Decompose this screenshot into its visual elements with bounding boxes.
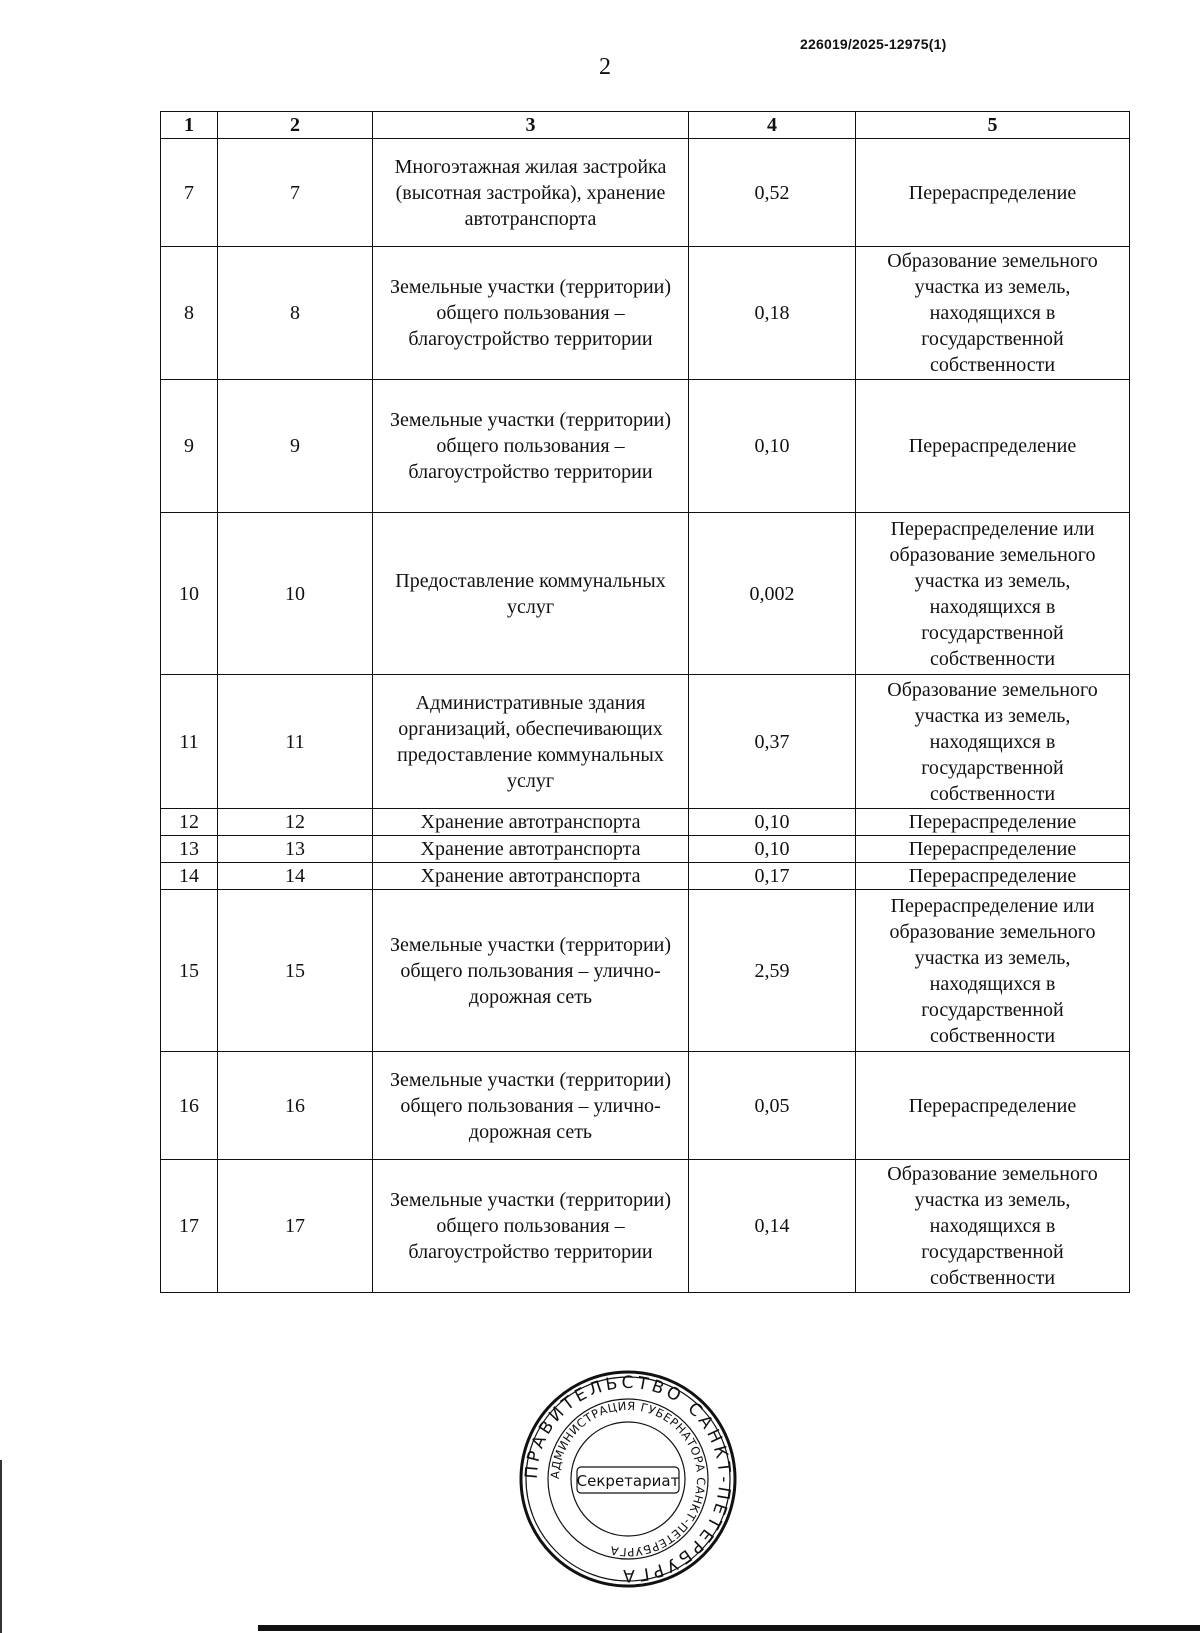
formation-method-cell: Перераспределение или образование земельного участка из земель, находящихся в государственной собственности (856, 513, 1130, 675)
plot-number-cell: 13 (218, 836, 373, 863)
formation-method-cell: Перераспределение (856, 809, 1130, 836)
plot-number-cell: 8 (218, 247, 373, 380)
plot-number-cell: 10 (218, 513, 373, 675)
table-row (161, 863, 1130, 890)
formation-method-cell: Перераспределение (856, 380, 1130, 513)
formation-method-cell: Образование земельного участка из земель, находящихся в государственной собственности (856, 675, 1130, 809)
formation-method-cell: Перераспределение или образование земельного участка из земель, находящихся в государственной собственности (856, 890, 1130, 1052)
land-use-cell: Земельные участки (территории) общего пользования – благоустройство территории (373, 1160, 689, 1293)
page-number: 2 (599, 54, 611, 80)
seal-center-text: Секретариат (576, 1472, 680, 1490)
table-row (161, 380, 1130, 513)
land-use-cell: Хранение автотранспорта (373, 809, 689, 836)
scan-edge-line (258, 1625, 1200, 1631)
area-cell: 2,59 (689, 890, 856, 1052)
row-number-cell: 11 (161, 675, 218, 809)
table-row (161, 809, 1130, 836)
table-row (161, 139, 1130, 247)
land-use-cell: Многоэтажная жилая застройка (высотная застройка), хранение автотранспорта (373, 139, 689, 247)
area-cell: 0,14 (689, 1160, 856, 1293)
row-number-cell: 8 (161, 247, 218, 380)
land-use-cell: Земельные участки (территории) общего пользования – благоустройство территории (373, 380, 689, 513)
formation-method-cell: Образование земельного участка из земель, находящихся в государственной собственности (856, 247, 1130, 380)
table-row (161, 890, 1130, 1052)
table-row (161, 513, 1130, 675)
plot-number-cell: 17 (218, 1160, 373, 1293)
area-cell: 0,10 (689, 836, 856, 863)
area-cell: 0,10 (689, 809, 856, 836)
column-header-1: 1 (161, 112, 218, 139)
area-cell: 0,05 (689, 1052, 856, 1160)
table-row (161, 1052, 1130, 1160)
land-use-cell: Хранение автотранспорта (373, 836, 689, 863)
area-cell: 0,10 (689, 380, 856, 513)
land-use-cell: Земельные участки (территории) общего пользования – улично-дорожная сеть (373, 890, 689, 1052)
formation-method-cell: Перераспределение (856, 1052, 1130, 1160)
table-header-row (161, 112, 1130, 139)
column-header-3: 3 (373, 112, 689, 139)
row-number-cell: 15 (161, 890, 218, 1052)
land-use-cell: Хранение автотранспорта (373, 863, 689, 890)
row-number-cell: 17 (161, 1160, 218, 1293)
seal-inner-text: АДМИНИСТРАЦИЯ ГУБЕРНАТОРА САНКТ-ПЕТЕРБУРГА (547, 1398, 709, 1560)
formation-method-cell: Образование земельного участка из земель, находящихся в государственной собственности (856, 1160, 1130, 1293)
land-plots-table (160, 111, 1130, 1293)
land-use-cell: Предоставление коммунальных услуг (373, 513, 689, 675)
land-use-cell: Земельные участки (территории) общего пользования – благоустройство территории (373, 247, 689, 380)
plot-number-cell: 11 (218, 675, 373, 809)
area-cell: 0,18 (689, 247, 856, 380)
area-cell: 0,17 (689, 863, 856, 890)
table-row (161, 247, 1130, 380)
column-header-5: 5 (856, 112, 1130, 139)
plot-number-cell: 15 (218, 890, 373, 1052)
seal-outer-text: ПРАВИТЕЛЬСТВО САНКТ-ПЕТЕРБУРГА (521, 1372, 735, 1586)
formation-method-cell: Перераспределение (856, 836, 1130, 863)
row-number-cell: 9 (161, 380, 218, 513)
official-seal (517, 1368, 739, 1590)
row-number-cell: 14 (161, 863, 218, 890)
row-number-cell: 16 (161, 1052, 218, 1160)
land-use-cell: Земельные участки (территории) общего пользования – улично-дорожная сеть (373, 1052, 689, 1160)
table-row (161, 675, 1130, 809)
plot-number-cell: 14 (218, 863, 373, 890)
plot-number-cell: 12 (218, 809, 373, 836)
document-number: 226019/2025-12975(1) (800, 36, 947, 52)
row-number-cell: 10 (161, 513, 218, 675)
formation-method-cell: Перераспределение (856, 139, 1130, 247)
plot-number-cell: 9 (218, 380, 373, 513)
table-row (161, 1160, 1130, 1293)
row-number-cell: 13 (161, 836, 218, 863)
area-cell: 0,52 (689, 139, 856, 247)
column-header-4: 4 (689, 112, 856, 139)
land-use-cell: Административные здания организаций, обеспечивающих предоставление коммунальных услуг (373, 675, 689, 809)
plot-number-cell: 16 (218, 1052, 373, 1160)
formation-method-cell: Перераспределение (856, 863, 1130, 890)
area-cell: 0,37 (689, 675, 856, 809)
scan-edge-mark (0, 1460, 2, 1633)
row-number-cell: 12 (161, 809, 218, 836)
area-cell: 0,002 (689, 513, 856, 675)
column-header-2: 2 (218, 112, 373, 139)
plot-number-cell: 7 (218, 139, 373, 247)
table-row (161, 836, 1130, 863)
row-number-cell: 7 (161, 139, 218, 247)
